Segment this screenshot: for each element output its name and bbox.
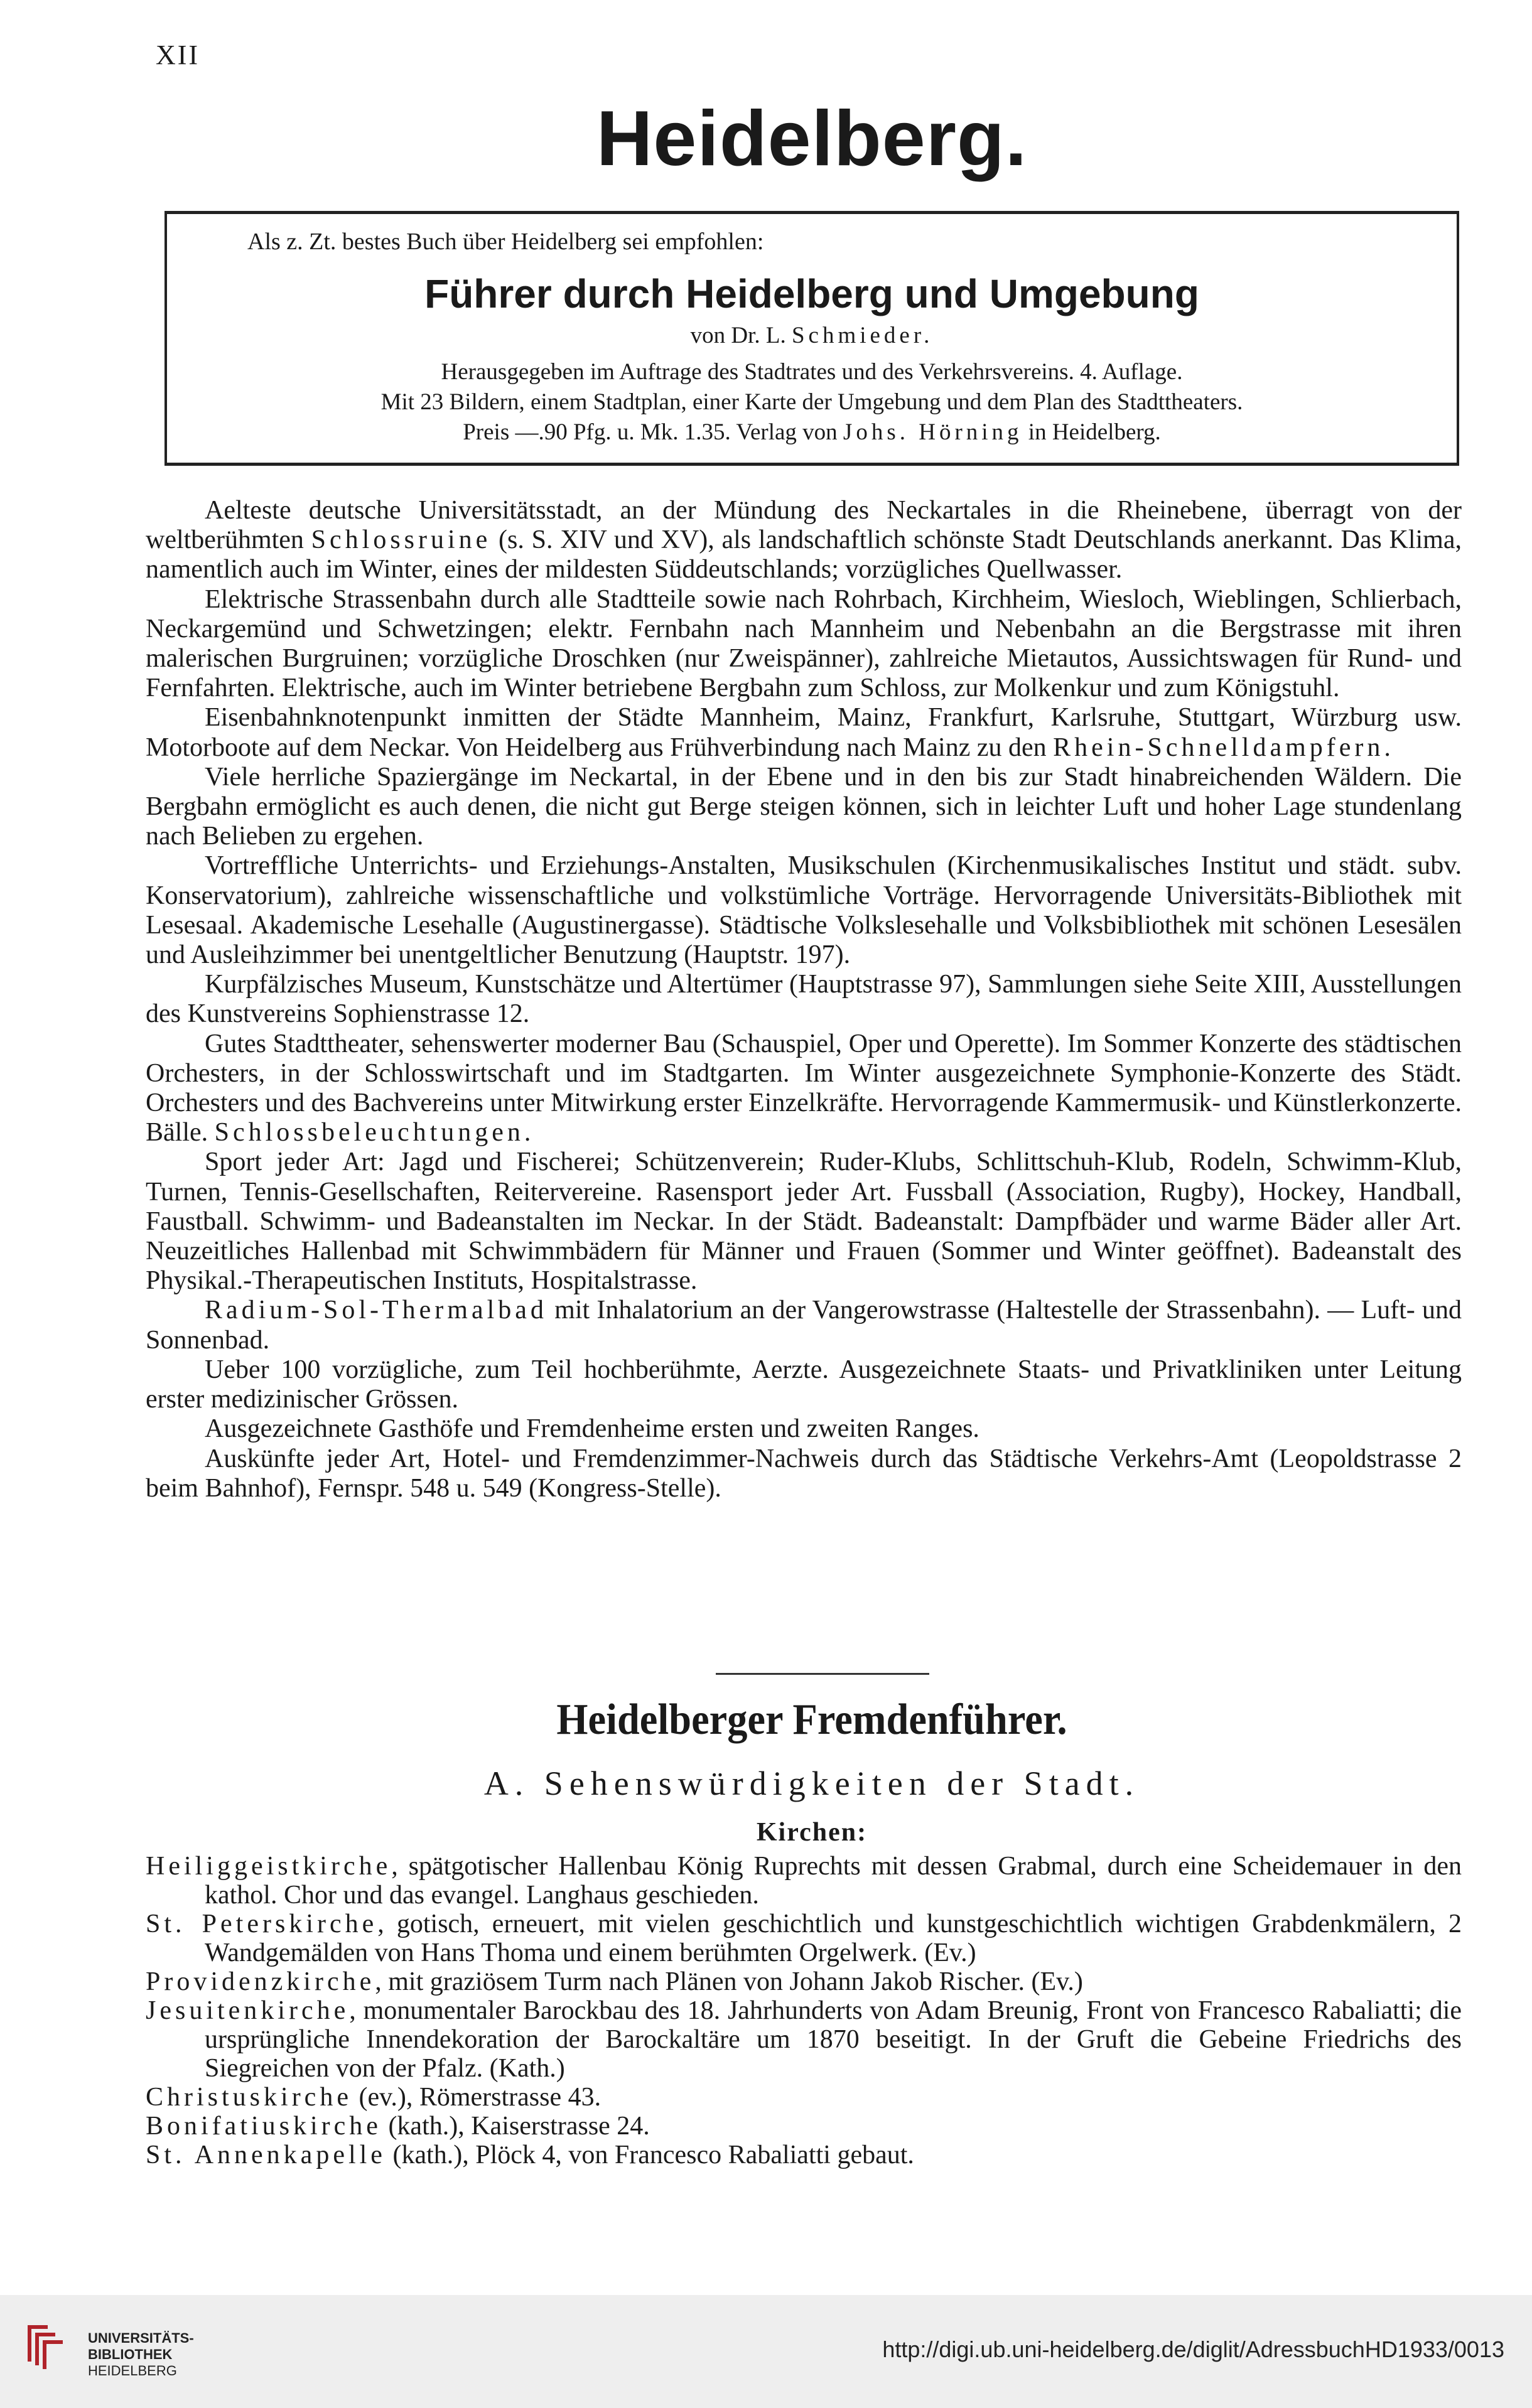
list-item: Providenzkirche, mit graziösem Turm nach Plänen von Johann Jakob Rischer. (Ev.): [146, 1967, 1083, 1996]
paragraph-sport: Sport jeder Art: Jagd und Fischerei; Schützenverein; Ruder-Klubs, Schlittschuh-Klub, Rodeln, Schwimm-Klub, Turnen, Tennis-Gesellschaften, Reitervereine. Rasensport jeder Art. Fussball (Association, Rugby), Hockey, Handball, Faustball. Schwimm- und Badeanstalten im Neckar. In der Städt. Badeanstalt: Dampfbäder und warme Bäder aller Art. Neuzeitliches Hallenbad mit Schwimmbädern für Männer und Frauen (Sommer und Winter geöffnet). Badeanstalt des Physikal.-Therapeutischen Instituts, Hospitalstrasse.: [146, 1148, 1462, 1296]
guide-title: Heidelberger Fremdenführer.: [556, 1696, 1067, 1744]
list-item: Heiliggeistkirche, spätgotischer Hallenbau König Ruprechts mit dessen Grabmal, durch eine Scheidemauer in den kathol. Chor und das evangel. Langhaus geschieden.: [146, 1852, 1462, 1910]
paragraph-museum: Kurpfälzisches Museum, Kunstschätze und Altertümer (Hauptstrasse 97), Sammlungen siehe Seite XIII, Ausstellungen des Kunstvereins Sophienstrasse 12.: [146, 970, 1462, 1029]
paragraph-doctors: Ueber 100 vorzügliche, zum Teil hochberühmte, Aerzte. Ausgezeichnete Staats- und Privatkliniken unter Leitung erster medizinischer Grössen.: [146, 1355, 1462, 1414]
paragraph-hotels: Ausgezeichnete Gasthöfe und Fremdenheime ersten und zweiten Ranges.: [205, 1414, 979, 1444]
book-price-line: Preis —.90 Pfg. u. Mk. 1.35. Verlag von Johs. Hörning in Heidelberg.: [463, 419, 1161, 445]
list-item: Bonifatiuskirche (kath.), Kaiserstrasse 24.: [146, 2112, 650, 2141]
page-title: Heidelberg.: [596, 95, 1028, 182]
paragraph-theater: Gutes Stadttheater, sehenswerter moderner Bau (Schauspiel, Oper und Operette). Im Sommer Konzerte des städtischen Orchesters, in der Schlosswirtschaft und im Stadtgarten. Im Winter ausgezeichnete Symphonie-Konzerte des Städt. Orchesters und des Bachvereins unter Mitwirkung erster Einzelkräfte. Hervorragende Kammermusik- und Künstlerkonzerte. Bälle. Schlossbeleuchtungen.: [146, 1029, 1462, 1148]
list-item: St. Peterskirche, gotisch, erneuert, mit vielen geschichtlich und kunstgeschichtlich wichtigen Grabdenkmälern, 2 Wandgemälden von Hans Thoma und einem berühmten Orgelwerk. (Ev.): [146, 1910, 1462, 1967]
footer-bar: [0, 2295, 1532, 2408]
city-description: [146, 496, 1462, 1503]
paragraph-walks: Viele herrliche Spaziergänge im Neckartal, in der Ebene und in den bis zur Stadt hinabreichenden Wäldern. Die Bergbahn ermöglicht es auch denen, die nicht gut Berge steigen können, sich in leichter Luft und hoher Lage stundenlang nach Belieben zu ergehen.: [146, 762, 1462, 851]
list-item: St. Annenkapelle (kath.), Plöck 4, von Francesco Rabaliatti gebaut.: [146, 2141, 914, 2169]
list-item: Christuskirche (ev.), Römerstrasse 43.: [146, 2083, 601, 2112]
recommendation-intro: Als z. Zt. bestes Buch über Heidelberg sei empfohlen:: [247, 228, 764, 255]
library-logo-icon: [23, 2320, 68, 2370]
guide-subtitle: A. Sehenswürdigkeiten der Stadt.: [483, 1765, 1140, 1802]
paragraph-railway: Eisenbahnknotenpunkt inmitten der Städte Mannheim, Mainz, Frankfurt, Karlsruhe, Stuttgart, Würzburg usw. Motorboote auf dem Neckar. Von Heidelberg aus Frühverbindung nach Mainz zu den Rhein-Schnelldampfern.: [146, 703, 1462, 762]
book-title: Führer durch Heidelberg und Umgebung: [424, 271, 1199, 316]
section-divider: [716, 1673, 929, 1675]
list-item: Jesuitenkirche, monumentaler Barockbau des 18. Jahrhunderts von Adam Breunig, Front von Francesco Rabaliatti; die ursprüngliche Innendekoration der Barockaltäre um 1870 beseitigt. In der Gruft die Gebeine Friedrichs des Siegreichen von der Pfalz. (Kath.): [146, 1996, 1462, 2083]
book-recommendation-box: [165, 211, 1459, 466]
book-published-line: Herausgegeben im Auftrage des Stadtrates und des Verkehrsvereins. 4. Auflage.: [441, 359, 1183, 385]
library-logo-text: UNIVERSITÄTS- BIBLIOTHEK HEIDELBERG: [88, 2330, 194, 2378]
category-heading: Kirchen:: [756, 1818, 868, 1847]
church-list: [146, 1852, 1462, 2169]
paragraph-thermalbad: Radium-Sol-Thermalbad mit Inhalatorium an der Vangerowstrasse (Haltestelle der Strassenbahn). — Luft- und Sonnenbad.: [146, 1296, 1462, 1355]
paragraph-education: Vortreffliche Unterrichts- und Erziehungs-Anstalten, Musikschulen (Kirchenmusikalisches Institut und städt. subv. Konservatorium), zahlreiche wissenschaftliche und volkstümliche Vorträge. Hervorragende Universitäts-Bibliothek mit Lesesaal. Akademische Lesehalle (Augustinergasse). Städtische Volkslesehalle und Volksbibliothek mit schönen Lesesälen und Ausleihzimmer bei unentgeltlicher Benutzung (Hauptstr. 197).: [146, 851, 1462, 970]
paragraph-information: Auskünfte jeder Art, Hotel- und Fremdenzimmer-Nachweis durch das Städtische Verkehrs-Amt (Leopoldstrasse 2 beim Bahnhof), Fernspr. 548 u. 549 (Kongress-Stelle).: [146, 1444, 1462, 1503]
book-author: von Dr. L. Schmieder.: [690, 323, 934, 348]
source-link[interactable]: http://digi.ub.uni-heidelberg.de/diglit/AdressbuchHD1933/0013: [882, 2336, 1504, 2362]
paragraph-transport: Elektrische Strassenbahn durch alle Stadtteile sowie nach Rohrbach, Kirchheim, Wiesloch, Wieblingen, Schlierbach, Neckargemünd und Schwetzingen; elektr. Fernbahn nach Mannheim und Nebenbahn an die Bergstrasse mit ihren malerischen Burgruinen; vorzügliche Droschken (nur Zweispänner), zahlreiche Mietautos, Aussichtswagen für Rund- und Fernfahrten. Elektrische, auch im Winter betriebene Bergbahn zum Schloss, zur Molkenkur und zum Königstuhl.: [146, 584, 1462, 703]
book-contents-line: Mit 23 Bildern, einem Stadtplan, einer Karte der Umgebung und dem Plan des Stadttheaters.: [380, 389, 1243, 415]
page-number: XII: [156, 40, 200, 70]
paragraph-intro: Aelteste deutsche Universitätsstadt, an der Mündung des Neckartales in die Rheinebene, überragt von der weltberühmten Schlossruine (s. S. XIV und XV), als landschaftlich schönste Stadt Deutschlands anerkannt. Das Klima, namentlich auch im Winter, eines der mildesten Süddeutschlands; vorzügliches Quellwasser.: [146, 496, 1462, 584]
